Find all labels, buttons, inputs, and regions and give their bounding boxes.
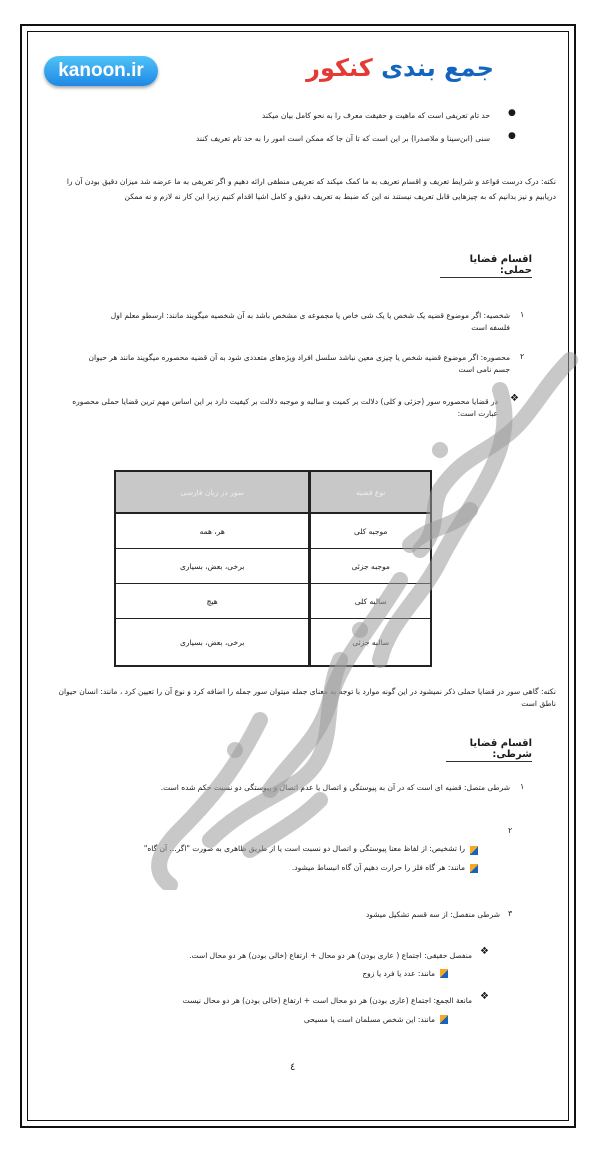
table-header-quantifier: سور در زبان فارسی: [115, 471, 310, 513]
bullet-dot-icon: ●: [508, 108, 516, 118]
section2-diamond-a: منفصل حقیقی: اجتماع ( عاری بودن) هر دو محال + ارتفاع (خالی بودن) هر دو محال است.: [189, 951, 472, 960]
intro-bullet-1: [110, 110, 490, 122]
section1-diamond-text: در قضایا محصوره سور (جزئی و کلی) دلالت بر کمیت و سالبه و موجبه دلالت بر کیفیت دارد بر این اساس مهم ترین قضایا حملی محصوره عبارت است:: [72, 397, 498, 418]
brand-title: [300, 54, 500, 82]
diamond-bullet-icon: ❖: [510, 393, 519, 404]
section2-heading: اقسام قضایا شرطی:: [446, 738, 532, 762]
section2-item3-number: ۳: [508, 909, 513, 918]
section2-diamond-b-example: مانند: این شخص مسلمان است یا مسیحی: [303, 1015, 435, 1024]
table-cell: هیچ: [115, 584, 310, 619]
intro-bullet-1-text: حد تام تعریفی است که ماهیت و حقیقت معرف را به نحو کامل بیان میکند: [261, 111, 490, 120]
table-header-type: نوع قضیه: [310, 471, 431, 513]
table-cell: موجبه کلی: [310, 513, 431, 549]
arrow-bullet-icon: [440, 969, 448, 978]
table-cell: برخی، بعض، بسیاری: [115, 619, 310, 667]
section1-item1-text: شخصیه: اگر موضوع قضیه یک شخص یا یک شی خاص یا مجموعه ی مشخص باشد به آن شخصیه میگویند مانند: ارسطو معلم اول فلسفه است: [110, 311, 510, 332]
brand-title-part1: جمع بندی: [381, 54, 494, 82]
intro-bullet-2-text: سنی (ابن‌سینا و ملاصدرا) بر این است که تا آن جا که ممکن است امور را به حد تام تعریف کنند: [195, 134, 490, 143]
arrow-bullet-icon: [440, 1015, 448, 1024]
section2-item2-number: ۲: [508, 826, 513, 835]
table-cell: برخی، بعض، بسیاری: [115, 549, 310, 584]
table-cell: سالبه جزئی: [310, 619, 431, 667]
section1-item1-number: ۱: [520, 310, 525, 319]
section2-item3-text: شرطی منفصل: از سه قسم تشکیل میشود: [365, 910, 500, 919]
brand-title-part2: کنکور: [306, 54, 373, 82]
section2-item1-number: ۱: [520, 782, 525, 791]
note2-paragraph: نکته: گاهی سور در قضایا حملی ذکر نمیشود در این گونه موارد با توجه به معنای جمله میتوان سور جمله را اضافه کرد و نوع آن را تعیین کرد ، مانند: انسان حیوان ناطق است: [58, 687, 556, 708]
bullet-dot-icon: ●: [508, 131, 516, 141]
page-number: ٤: [290, 1062, 296, 1073]
section2-sub-b: مانند: هر گاه فلز را حرارت دهیم آن گاه انبساط میشود.: [291, 863, 465, 872]
table-cell: سالبه کلی: [310, 584, 431, 619]
section1-item2-number: ۲: [520, 352, 525, 361]
section1-heading: اقسام قضایا حملی:: [440, 254, 532, 278]
note-paragraph: نکته: درک درست قواعد و شرایط تعریف و اقسام تعریف به ما کمک میکند که تعریفی منطقی ارائه دهیم و اگر تعریفی به ما عرضه شد میزان دقیق بودن آن را دریابیم و نیز بدانیم که به چیزهایی قابل تعریف نیستند نه این که ضبط به تعریف دقیق و کامل اشیا اقدام کنیم زیرا این کار نه لازم و نه ممکن: [66, 177, 556, 201]
table-cell: هر، همه: [115, 513, 310, 549]
table-cell: موجبه جزئی: [310, 549, 431, 584]
section1-item2-text: محصوره: اگر موضوع قضیه شخص یا چیزی معین نباشد سلسل افراد ویژه‌های متعددی شود به آن قضیه محصوره میگویند مانند هر حیوان جسم نامی است: [88, 353, 510, 374]
diamond-bullet-icon: ❖: [480, 991, 489, 1002]
section2-sub-a: را تشخیص: از لفاظ معنا پیوستگی و اتصال دو نسبت است یا از طریق ظاهری به صورت "اگر... آن گاه": [143, 844, 465, 853]
diamond-bullet-icon: ❖: [480, 946, 489, 957]
kanoon-logo: kanoon.ir: [44, 56, 158, 86]
intro-bullet-2: [110, 133, 490, 145]
section2-diamond-b: مانعة الجمع: اجتماع (عاری بودن) هر دو محال است + ارتفاع (خالی بودن) هر دو محال نیست: [182, 996, 472, 1005]
section2-diamond-a-example: مانند: عدد یا فرد یا زوج: [362, 969, 435, 978]
section2-item1-text: شرطی متصل: قضیه ای است که در آن به پیوستگی و اتصال یا عدم اتصال و پیوستگی دو نسبت حکم شده است.: [160, 783, 510, 792]
signature-watermark: [140, 330, 600, 890]
